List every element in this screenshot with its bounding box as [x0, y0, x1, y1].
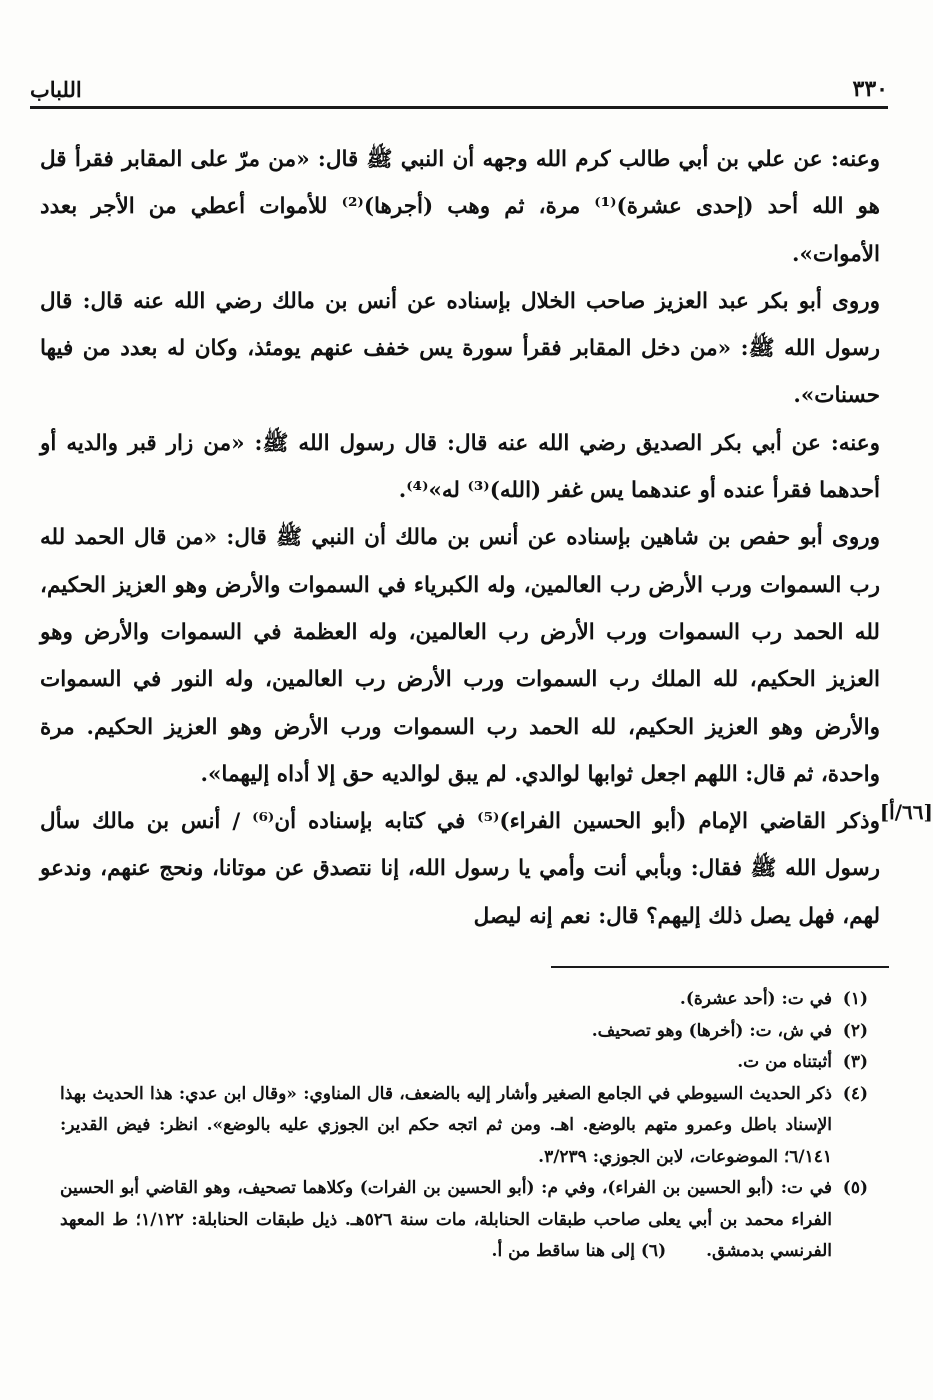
footnote-number: (٣): [842, 1052, 868, 1072]
footnote-number: (٦): [640, 1241, 667, 1261]
page-number: ٣٣٠: [852, 76, 888, 102]
paragraph: وعنه: عن أبي بكر الصديق رضي الله عنه قال: قال رسول الله ﷺ: «من زار قبر والديه أو أحدهما فقرأ عنده أو عندهما يس غفر (الله)⁽³⁾ له»⁽⁴⁾.: [40, 430, 880, 504]
footnote-text: ذكر الحديث السيوطي في الجامع الصغير وأشار إليه بالضعف، قال المناوي: «وقال ابن عدي: هذا الحديث بهذا الإسناد باطل وعمرو متهم بالوضع. اهـ. ومن ثم اتجه حكم ابن الجوزي عليه بالوضع». انظر: فيض القدير: ٦/١٤١؛ الموضوعات، لابن الجوزي: ٣/٢٣٩.: [60, 1083, 832, 1167]
footnote-number: (٢): [842, 1020, 868, 1041]
footnote: [60, 1173, 868, 1268]
footnote: [60, 1016, 868, 1048]
footnote-text: في ش، ت: (أخرها) وهو تصحيف.: [591, 1020, 832, 1041]
footnote-text: في ت: (أحد عشرة).: [679, 989, 832, 1009]
footnote-body: في ت: (أبو الحسين بن الفراء)، وفي م: (أبو الحسين بن الفرات) وكلاهما تصحيف، وهو القاضي أبو الحسين الفراء محمد بن أبي يعلى صاحب طبقات الحنابلة، مات سنة ٥٢٦هـ. ذيل طبقات الحنابلة: ١/١٢٢؛ ط المعهد الفرنسي بدمشق.: [60, 1178, 833, 1261]
manuscript-folio-marker: [٦٦/أ]: [879, 800, 933, 824]
footnote-divider: [551, 966, 889, 968]
footnote-number: (٤): [842, 1083, 868, 1104]
page-header: [30, 72, 888, 109]
footnote-number: (٥): [842, 1178, 868, 1198]
footnote-number: (١): [842, 989, 868, 1009]
footnote-text: أثبتناه من ت.: [737, 1052, 832, 1072]
paragraph: وعنه: عن علي بن أبي طالب كرم الله وجهه أن النبي ﷺ قال: «من مرّ على المقابر فقرأ قل هو الله أحد (إحدى عشرة)⁽¹⁾ مرة، ثم وهب (أجرها)⁽²⁾ للأموات أعطي من الأجر بعدد الأموات».: [40, 147, 880, 267]
paragraph: وذكر القاضي الإمام (أبو الحسين الفراء)⁽⁵⁾ في كتابه بإسناده أن⁽⁶⁾ / أنس بن مالك سأل رسول الله ﷺ فقال: وبأبي أنت وأمي يا رسول الله، إنا نتصدق عن موتانا، ونحج عنهم، وندعو لهم، فهل يصل ذلك إليهم؟ قال: نعم إنه ليصل: [40, 809, 880, 929]
footnotes: [60, 984, 868, 1268]
footnote: [60, 1047, 868, 1079]
footnote: [60, 984, 868, 1016]
main-text: [40, 136, 880, 940]
footnote-text: [60, 1173, 832, 1268]
running-title: اللباب: [30, 77, 82, 102]
footnote: [60, 1079, 868, 1174]
paragraph: وروى أبو حفص بن شاهين بإسناده عن أنس بن مالك أن النبي ﷺ قال: «من قال الحمد لله رب السموات ورب الأرض رب العالمين، وله الكبرياء في السموات والأرض وهو العزيز الحكيم، لله الحمد رب السموات ورب الأرض رب العالمين، وله العظمة في السموات والأرض وهو العزيز الحكيم، لله الملك رب السموات ورب الأرض رب العالمين، وله النور في السموات والأرض وهو العزيز الحكيم، لله الحمد رب السموات ورب الأرض وهو العزيز الحكيم. مرة واحدة، ثم قال: اللهم اجعل ثوابها لوالدي. لم يبق لوالديه حق إلا أداه إليهما».: [40, 525, 880, 787]
paragraph: وروى أبو بكر عبد العزيز صاحب الخلال بإسناده عن أنس بن مالك رضي الله عنه قال: قال رسول الله ﷺ: «من دخل المقابر فقرأ سورة يس خفف عنهم يومئذ، وكان له بعدد من فيها حسنات».: [40, 288, 880, 409]
footnote-text-inline: إلى هنا ساقط من أ.: [491, 1241, 635, 1261]
